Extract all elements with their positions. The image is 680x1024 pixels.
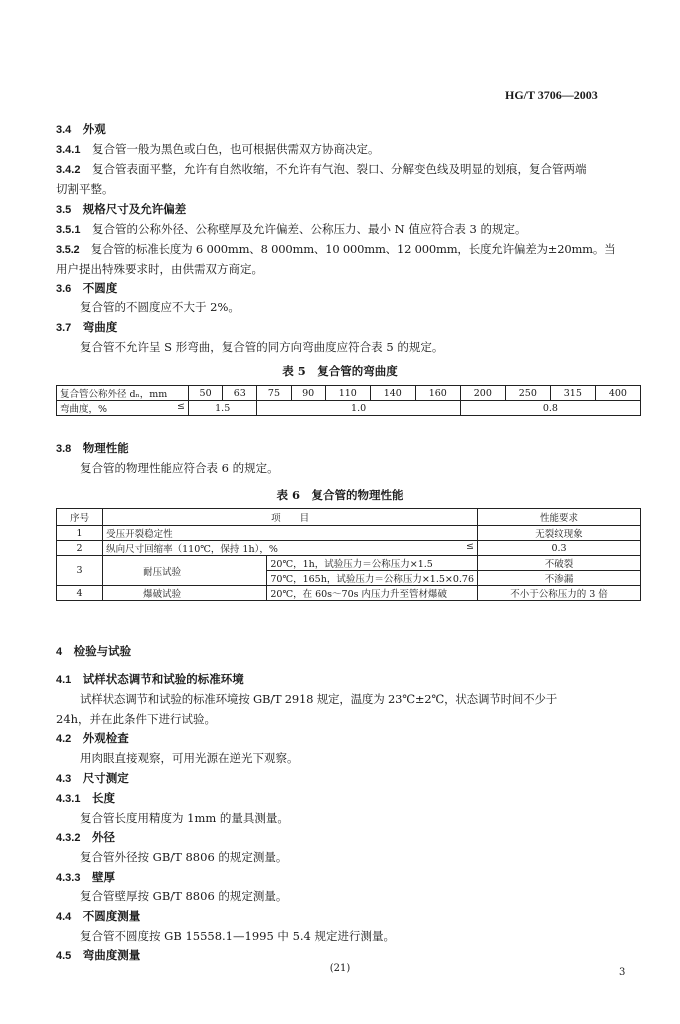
row-number: 4 <box>57 586 103 601</box>
section-3-8-text: 复合管的物理性能应符合表 6 的规定。 <box>80 461 279 475</box>
row-number: 1 <box>57 526 103 541</box>
section-title: 检验与试验 <box>73 644 132 658</box>
section-number: 3.8 <box>56 443 72 455</box>
table-5-diameter-cell: 160 <box>415 386 460 401</box>
table-5-row-bending <box>57 401 641 416</box>
clause-number: 4.3.2 <box>56 832 81 844</box>
bending-label: 弯曲度，% <box>60 404 108 415</box>
table-5-row-label <box>57 401 189 416</box>
section-4-1-text: 试样状态调节和试验的标准环境按 GB/T 2918 规定，温度为 23℃±2℃，状态调节时间不少于 <box>80 692 558 706</box>
section-4-2-heading <box>56 730 641 746</box>
clause-3-4-1 <box>56 141 641 157</box>
standard-code: HG/T 3706—2003 <box>505 88 598 102</box>
table-6-header: 序号 <box>57 509 103 526</box>
section-title: 尺寸测定 <box>82 771 129 785</box>
section-number: 4.3 <box>56 773 72 785</box>
table-row <box>57 556 641 571</box>
le-sign: ≤ <box>177 401 185 412</box>
table-5-diameter-cell: 400 <box>595 386 640 401</box>
clause-4-3-3-heading <box>56 869 641 885</box>
section-4-5-heading <box>56 947 641 963</box>
table-6-header-row <box>57 509 641 526</box>
section-4-3-heading <box>56 770 641 786</box>
section-title: 不圆度测量 <box>82 909 141 923</box>
clause-number: 3.4.2 <box>56 164 81 176</box>
section-4-1-heading <box>56 671 641 687</box>
section-4-4-heading <box>56 908 641 924</box>
clause-3-4-2-cont: 切割平整。 <box>56 182 114 196</box>
row-item: 爆破试验 <box>103 586 267 601</box>
section-4-4-text: 复合管不圆度按 GB 15558.1—1995 中 5.4 规定进行测量。 <box>80 929 396 943</box>
section-title: 外观 <box>82 122 106 136</box>
section-title: 外观检查 <box>82 731 129 745</box>
clause-text: 复合管表面平整，允许有自然收缩，不允许有气泡、裂口、分解变色线及明显的划痕，复合管两端 <box>91 162 587 176</box>
table-6-caption: 表 6 复合管的物理性能 <box>276 488 404 502</box>
table-6-header: 项 目 <box>103 509 478 526</box>
section-number: 3.6 <box>56 283 72 295</box>
section-title: 弯曲度 <box>82 320 118 334</box>
section-title: 试样状态调节和试验的标准环境 <box>82 672 244 686</box>
clause-title: 外径 <box>91 830 115 844</box>
section-title: 弯曲度测量 <box>82 948 141 962</box>
table-5 <box>56 385 641 416</box>
section-3-6-heading <box>56 280 641 296</box>
section-title: 物理性能 <box>82 441 129 455</box>
table-5-diameter-cell: 250 <box>505 386 550 401</box>
table-5-caption: 表 5 复合管的弯曲度 <box>282 364 398 378</box>
table-5-bending-cell: 1.5 <box>189 401 257 416</box>
row-condition: 20℃，1h，试验压力＝公称压力×1.5 <box>267 556 478 571</box>
table-5-diameter-cell: 315 <box>550 386 595 401</box>
section-number: 4.4 <box>56 911 72 923</box>
table-5-diameter-cell: 110 <box>325 386 370 401</box>
clause-4-3-2-heading <box>56 829 641 845</box>
page-number: 3 <box>619 967 626 978</box>
clause-text: 复合管一般为黑色或白色，也可根据供需双方协商决定。 <box>91 142 380 156</box>
clause-title: 壁厚 <box>91 870 115 884</box>
le-sign: ≤ <box>466 541 475 552</box>
table-5-diameter-cell: 63 <box>223 386 257 401</box>
clause-4-3-1-text: 复合管长度用精度为 1mm 的量具测量。 <box>80 811 289 825</box>
table-row <box>57 541 641 556</box>
clause-4-3-3-text: 复合管壁厚按 GB/T 8806 的规定测量。 <box>80 889 288 903</box>
clause-4-3-2-text: 复合管外径按 GB/T 8806 的规定测量。 <box>80 850 288 864</box>
section-title: 规格尺寸及允许偏差 <box>82 202 187 216</box>
table-5-row-diameter <box>57 386 641 401</box>
row-requirement: 不破裂 <box>478 556 641 571</box>
clause-text: 复合管的标准长度为 6 000mm、8 000mm、10 000mm、12 000mm，长度允许偏差为±20mm。当 <box>90 242 616 256</box>
row-requirement: 0.3 <box>478 541 641 556</box>
table-5-diameter-cell: 50 <box>189 386 223 401</box>
clause-4-3-1-heading <box>56 790 641 806</box>
table-row <box>57 526 641 541</box>
row-number: 2 <box>57 541 103 556</box>
table-5-diameter-cell: 75 <box>257 386 291 401</box>
clause-number: 3.4.1 <box>56 144 81 156</box>
row-requirement: 无裂纹现象 <box>478 526 641 541</box>
table-6-header: 性能要求 <box>478 509 641 526</box>
clause-number: 4.3.3 <box>56 872 81 884</box>
row-condition: 20℃，在 60s～70s 内压力升至管材爆破 <box>267 586 478 601</box>
table-5-row-label: 复合管公称外径 dₙ，mm <box>57 386 189 401</box>
row-number: 3 <box>57 556 103 586</box>
section-number: 3.7 <box>56 322 72 334</box>
clause-title: 长度 <box>91 791 115 805</box>
section-number: 3.5 <box>56 204 72 216</box>
clause-number: 3.5.2 <box>56 244 80 256</box>
row-item: 受压开裂稳定性 <box>103 526 478 541</box>
clause-3-5-2-cont: 用户提出特殊要求时，由供需双方商定。 <box>56 262 263 276</box>
clause-number: 3.5.1 <box>56 224 81 236</box>
section-number: 4.5 <box>56 950 72 962</box>
clause-3-4-2 <box>56 161 641 177</box>
section-number: 4.2 <box>56 733 72 745</box>
table-row <box>57 586 641 601</box>
section-number: 4 <box>56 646 63 658</box>
row-item: 耐压试验 <box>103 556 267 586</box>
section-4-1-text-cont: 24h，并在此条件下进行试验。 <box>56 712 217 726</box>
section-3-6-text: 复合管的不圆度应不大于 2%。 <box>80 300 240 314</box>
section-3-7-text: 复合管不允许呈 S 形弯曲，复合管的同方向弯曲度应符合表 5 的规定。 <box>80 340 444 354</box>
clause-3-5-2 <box>56 241 641 257</box>
section-3-4-heading <box>56 121 641 137</box>
row-condition: 70℃，165h，试验压力＝公称压力×1.5×0.76 <box>267 571 478 586</box>
clause-3-5-1 <box>56 221 641 237</box>
table-6 <box>56 508 641 601</box>
section-title: 不圆度 <box>82 281 118 295</box>
table-5-diameter-cell: 140 <box>370 386 415 401</box>
section-3-5-heading <box>56 201 641 217</box>
section-3-7-heading <box>56 319 641 335</box>
row-requirement: 不渗漏 <box>478 571 641 586</box>
section-number: 4.1 <box>56 674 72 686</box>
row-item-text: 纵向尺寸回缩率（110℃，保持 1h），% <box>106 544 278 555</box>
clause-text: 复合管的公称外径、公称壁厚及允许偏差、公称压力、最小 N 值应符合表 3 的规定。 <box>91 222 527 236</box>
clause-number: 4.3.1 <box>56 793 81 805</box>
row-item <box>103 541 478 556</box>
page-sequence: (21) <box>329 963 351 974</box>
table-5-bending-cell: 1.0 <box>257 401 460 416</box>
table-5-bending-cell: 0.8 <box>460 401 640 416</box>
section-number: 3.4 <box>56 124 72 136</box>
row-requirement: 不小于公称压力的 3 倍 <box>478 586 641 601</box>
section-3-8-heading <box>56 440 641 456</box>
section-4-2-text: 用肉眼直接观察，可用光源在逆光下观察。 <box>80 751 299 765</box>
table-5-diameter-cell: 90 <box>291 386 325 401</box>
section-4-heading <box>56 643 641 659</box>
table-5-diameter-cell: 200 <box>460 386 505 401</box>
